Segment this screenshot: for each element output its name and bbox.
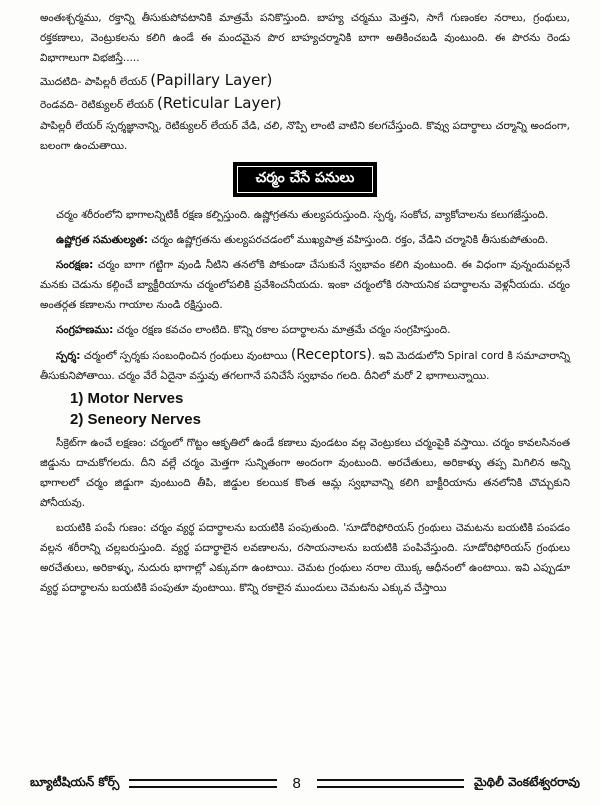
secretion-paragraph: సీక్రెట్‌గా ఉంచే లక్షణం: చర్మంలో గొట్టం ఆకృతిలో ఉండే కణాలు వుండటం వల్ల వెంట్రుకలు చర్మంపైకి వస్తాయి. చర్మం కావలసినంత జిడ్డును దాచుకోగలదు. దీని వల్లే చర్మం మెత్తగా సున్నితంగా అందంగా వుంటుంది. అరచేతులు, అరికాళ్ళు తప్ప మిగిలిన అన్ని భాగాలలో చర్మం జిడ్డుగా వుంటుంది తీపి, జిడ్డుల కలయిక కొంత ఆమ్ల స్వభావాన్ని కలిగి బాక్టీరియాను తనలోనికి చొచ్చుకుని పోనీయవు. xyxy=(40,437,570,509)
intro-paragraph: అంతఃశ్చర్మము, రక్తాన్ని తీసుకుపోవటానికి మాత్రమే పనికొస్తుంది. బాహ్య చర్మము మెత్తని, సాగే గుణంకల నరాలు, గ్రంథులు, రక్తకణాలు, వెంట్రుకలను కలిగి ఉండే ఈ మందమైన పొర బాహ్యచర్మానికి బాగా అతికించబడి వుంటుంది. ఈ పొరను రెండు విభాగాలుగా విభజిస్తే..... xyxy=(40,12,570,64)
sensation-text-b: . ఇవి మెదడులోని Spiral cord కి సమాచారాన్ని తీసుకునిపోతాయి. చర్మం వేరే ఏదైనా వస్తువు తగలగానే పనిచేసే స్వభావం గలది. దీనిలో మరో 2 భాగాలున్నాయి. xyxy=(40,350,570,382)
reticular-layer-te: రెండవది- రెటిక్యులర్ లేయర్ xyxy=(40,99,154,111)
protection-paragraph xyxy=(40,255,570,315)
absorption-heading: సంగ్రహణము: xyxy=(56,324,114,336)
sensation-paragraph xyxy=(40,345,570,386)
footer-book-title: బ్యూటీషియన్ కోర్స్ xyxy=(30,774,120,789)
sensory-nerves-item: 2) Seneory Nerves xyxy=(70,411,201,428)
temperature-text: చర్మం ఉష్ణోగ్రతను తుల్యపరచడంలో ముఖ్యపాత్ర వహిస్తుంది. రక్తం, వేడిని చర్మానికి తీసుకుపోతుంది. xyxy=(147,234,549,246)
reticular-layer-en: (Reticular Layer) xyxy=(157,94,282,112)
motor-nerves-item: 1) Motor Nerves xyxy=(70,390,184,407)
absorption-paragraph xyxy=(40,320,570,340)
footer-rule-right xyxy=(317,779,464,788)
protection-text: చర్మం బాగా గట్టిగా వుండి నీటిని తనలోకి పోకుండా చేసుకునే స్వభావం కలిగి వుంటుంది. ఈ విధంగా వున్నందువల్లనే మనకు చెడును కల్గించే బ్యాక్టీరియాను చర్మంలోపలికి ప్రవేశించనీయదు. ఇంకా చర్మంలోకి రసాయనిక పదార్థాలను వెళ్లనీయదు. చర్మం అంతర్గత కణాలను గాయాల నుండి రక్షిస్తుంది. xyxy=(40,259,570,311)
absorption-text: చర్మం రక్షణ కవచం లాంటిది. కొన్ని రకాల పదార్థాలను మాత్రమే చర్మం సంగ్రహిస్తుంది. xyxy=(113,324,451,336)
reticular-layer-line xyxy=(40,93,570,116)
papillary-layer-te: మొదటిది- పాపిల్లరీ లేయర్ xyxy=(40,76,147,88)
footer-rule-left xyxy=(129,779,276,788)
sensation-text-a: చర్మంలో స్పర్శకు సంబంధించిన గ్రంథులు వుంటాయి xyxy=(80,350,291,362)
receptors-term: (Receptors) xyxy=(290,347,372,363)
content xyxy=(40,8,570,603)
excretion-paragraph: బయటికి పంపే గుణం: చర్మం వ్యర్థ పదార్థాలను బయటికి పంపుతుంది. 'సూడోరిఫోరియస్ గ్రంథులు చెమటను బయటికి పంపడం వల్లన శరీరాన్ని చల్లబరుస్తుంది. వ్యర్థ పదార్థాలైన లవణాలను, రసాయనాలను బయటికి పంపివేస్తుంది. సూడోరిఫోరియస్ గ్రంథులు అరచేతులు, అరికాళ్ళు, నుదురు భాగాల్లో ఎక్కువగా ఉంటాయి. చెమట గ్రంథులు నరాల యొక్క ఆధీనంలో ఉంటాయి. ఇవి ఎప్పుడూ వ్యర్థ పదార్థాలను బయటికి పంపుతూ వుంటాయి. కొన్ని రకాలైన ముందులు చెమటను ఎక్కువ చేస్తాయి xyxy=(40,522,570,594)
sensation-heading: స్పర్శ: xyxy=(56,350,81,362)
functions-intro-paragraph: చర్మం శరీరంలోని భాగాలన్నిటికీ రక్షణ కల్పిస్తుంది. ఉష్ణోగ్రతను తుల్యపరుస్తుంది. స్పర్శ, సంకోచ, వ్యాకోచాలను కలుగజేస్తుంది. xyxy=(56,209,549,221)
page-number: 8 xyxy=(292,774,301,792)
temperature-heading: ఉష్ణోగ్రత సమతుల్యత: xyxy=(56,234,148,246)
footer-author: మైథిలీ వెంకటేశ్వరరావు xyxy=(473,774,581,789)
section-title: చర్మం చేసే పనులు xyxy=(237,166,374,193)
papillary-layer-en: (Papillary Layer) xyxy=(150,71,273,89)
protection-heading: సంరక్షణ: xyxy=(56,259,94,271)
papillary-layer-line xyxy=(40,70,570,93)
page-footer xyxy=(30,770,580,796)
section-banner xyxy=(40,162,570,197)
temperature-paragraph xyxy=(40,230,570,250)
layer-closing-paragraph: పాపిల్లరీ లేయర్ స్పర్శజ్ఞానాన్ని, రెటిక్యులర్ లేయర్ వేడి, చలి, నొప్పి లాంటి వాటిని కలగచేస్తుంది. కొవ్వు పదార్థాలు చర్మాన్ని అందంగా, బలంగా ఉంచుతాయి. xyxy=(40,120,570,152)
